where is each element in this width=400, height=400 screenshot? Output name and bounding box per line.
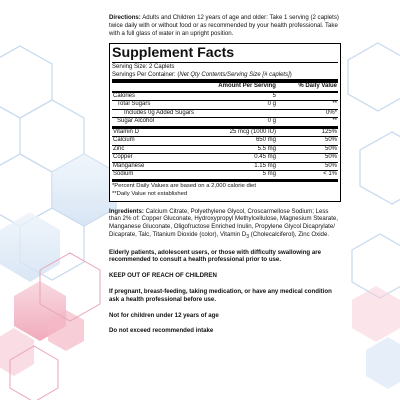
nutrient-dv [277, 92, 338, 101]
directions-label: Directions: [109, 14, 141, 21]
nutrient-row [112, 118, 338, 128]
nutrient-name: Zinc [112, 145, 216, 154]
directions-paragraph [109, 14, 341, 37]
nutrient-dv: ** [277, 118, 338, 128]
header-blank [112, 83, 216, 92]
nutrient-dv: 50% [277, 162, 338, 171]
nutrient-name: Sugar Alcohol [112, 118, 216, 128]
nutrient-amount: 25 mcg (1000 IU) [216, 127, 277, 137]
nutrient-row [112, 145, 338, 154]
ingredients-paragraph [109, 208, 341, 241]
servings-italic: Net Qty Contents/Serving Size [# caplets] [179, 71, 290, 78]
nutrient-row [112, 127, 338, 137]
servings-suffix: ) [289, 71, 292, 78]
nutrient-amount: 0 g [216, 118, 277, 128]
nutrient-name: Sodium [112, 171, 216, 181]
nutrient-amount: 650 mg [216, 137, 277, 146]
nutrient-dv: 50% [277, 137, 338, 146]
nutrient-row [112, 137, 338, 146]
nutrient-dv: 0%* [277, 109, 338, 118]
warning-children-under-12: Not for children under 12 years of age [109, 311, 219, 319]
directions-text: Adults and Children 12 years of age and older: Take 1 serving (2 caplets) twice daily with or without food or as recommended by your health professional. Take with a full glass of water in an upright position. [109, 14, 339, 37]
nutrient-amount [216, 109, 277, 118]
header-amount: Amount Per Serving [216, 83, 277, 92]
nutrient-amount: 5.5 mg [216, 145, 277, 154]
label-panel [109, 14, 341, 343]
warning-elderly: Elderly patients, adolescent users, or those with difficulty swallowing are recommended to consult a health professional prior to use. [109, 248, 321, 264]
warning-keep-out-of-reach: KEEP OUT OF REACH OF CHILDREN [109, 272, 217, 280]
serving-size: Serving Size: 2 Caplets [112, 64, 175, 71]
nutrient-name: Calcium [112, 137, 216, 146]
nutrient-name: Includes 0g Added Sugars [112, 109, 216, 118]
warning-pregnant: If pregnant, breast-feeding, taking medication, or have any medical condition ask a health professional before use. [109, 288, 332, 303]
nutrient-amount: 0 g [216, 101, 277, 110]
ingredients-text-b: (Cholecalciferol), Zinc Oxide. [249, 230, 330, 238]
nutrient-dv: < 1% [277, 171, 338, 181]
warning-do-not-exceed: Do not exceed recommended intake [109, 327, 214, 335]
nutrient-dv: 50% [277, 154, 338, 163]
nutrient-amount: 1.15 mg [216, 162, 277, 171]
ingredients-label: Ingredients: [109, 207, 144, 215]
nutrient-row [112, 171, 338, 181]
ingredients-subscript: 3 [246, 234, 250, 241]
nutrient-name: Vitamin D [112, 127, 216, 137]
nutrient-row [112, 109, 338, 118]
servings-per-container [112, 72, 338, 84]
nutrient-row [112, 154, 338, 163]
footnote-percent-dv: *Percent Daily Values are based on a 2,000 calorie diet [112, 182, 256, 189]
nutrient-dv: 125% [277, 127, 338, 137]
facts-title: Supplement Facts [112, 46, 338, 63]
nutrient-name: Manganese [112, 162, 216, 171]
footnote-dv-not-established: **Daily Value not established [112, 191, 188, 198]
nutrient-table [112, 83, 338, 182]
nutrient-name: Calories [112, 92, 216, 101]
nutrient-name: Total Sugars [112, 101, 216, 110]
nutrient-dv: 50% [277, 145, 338, 154]
nutrient-amount: 0.45 mg [216, 154, 277, 163]
ingredients-text-a: Calcium Citrate, Polyethylene Glycol, Croscarmellose Sodium; Less than 2% of: Copper Gluconate, Hydroxypropyl Methylcellulose, Magnesium Stearate, Manganese Gluconate, Oligofructose Enriched Inulin, Propylene Glycol Dicaprylate/ Dicaprate, Talc, Titanium Dioxide (color), Vitamin D [109, 207, 338, 238]
nutrient-header-row [112, 83, 338, 92]
nutrient-amount: 5 mg [216, 171, 277, 181]
nutrient-row [112, 92, 338, 101]
header-daily-value: % Daily Value [277, 83, 338, 92]
nutrient-name: Copper [112, 154, 216, 163]
nutrient-row [112, 101, 338, 110]
servings-prefix: Servings Per Container: ( [112, 71, 180, 78]
nutrient-row [112, 162, 338, 171]
supplement-facts-panel [109, 43, 341, 201]
nutrient-amount: 5 [216, 92, 277, 101]
nutrient-dv: ** [277, 101, 338, 110]
